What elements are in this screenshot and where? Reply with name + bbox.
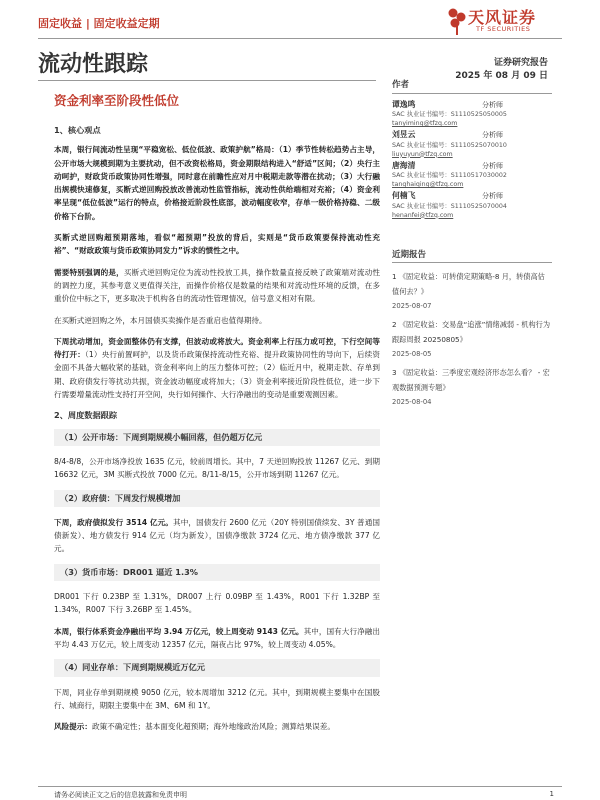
report-category: 固定收益 | 固定收益定期: [38, 17, 160, 30]
recent-report-link[interactable]: 2 《固定收益：交易盘“追涨”情绪减弱 - 机构行为跟踪周报 20250805》: [392, 320, 551, 344]
logo-subtext: TF SECURITIES: [476, 25, 531, 33]
recent-reports-heading: 近期报告: [392, 250, 552, 264]
risk-warning: 风险提示：政策不确定性；基本面变化超预期；海外地缘政治风险；测算结果误差。: [54, 722, 335, 732]
paragraph-open-market: 8/4-8/8，公开市场净投放 1635 亿元，较前周增长。其中，7 天逆回购投放 11267 亿元、到期 16632 亿元，3M 买断式投放 7000 亿元。8/11-8/15，公开市场到期 11267 亿元。: [54, 456, 380, 480]
author-email-link[interactable]: liuyuyun@tfzq.com: [392, 150, 453, 158]
paragraph-money-market-2: 本周，银行体系资金净融出平均 3.94 万亿元，较上周变动 9143 亿元。其中，国有大行净融出平均 4.43 万亿元，较上周变动 12357 亿元，隔夜占比 97%，较上周变动 4.05%。: [54, 626, 381, 649]
recent-report-link[interactable]: 3 《固定收益：三季度宏观经济形态怎么看？ - 宏观数据预测专题》: [392, 368, 550, 392]
section-heading-core: 1、核心观点: [54, 125, 101, 135]
paragraph-core-2: 买断式逆回购超预期落地，看似“超预期”投放的背后，实则是“货币政策要保持流动性充裕”、“财政政策与货币政策协同发力”诉求的惯性之中。: [54, 233, 380, 256]
author-cert: SAC 执业证书编号：S1110525070004: [392, 202, 507, 210]
header-rule: [38, 38, 562, 39]
author-entry: [392, 100, 552, 129]
sidebar: [392, 80, 552, 413]
footer-rule: [38, 786, 562, 787]
report-type: 证券研究报告: [493, 58, 548, 68]
author-cert: SAC 执业证书编号：S1110525070010: [392, 141, 507, 149]
author-role: 分析师: [482, 100, 503, 109]
paragraph-core-1: 本周，银行间流动性呈现“平稳宽松、低位低波、政策护航”格局：（1）季节性转松趋势占主导，公开市场大规模到期为主要扰动，但不改资松格局，资金期限结构进入“舒适”区间；（2）央行主动呵护，财政货币政策协同性增强，同时意在前瞻性应对月中税期走款等潜在扰动；（3）大行融出规模快速修复，买断式逆回购投放改善流动性监管指标，流动性供给端相对充裕；（4）资金利率呈现“低位低波”运行的特点，价格接近阶段性底部，波动幅度收窄，存单一级价格持稳、二级价格下台阶。: [54, 145, 380, 221]
author-name: 谭逸鸣: [392, 99, 416, 109]
author-entry: [392, 191, 552, 220]
subhead-gov-bond: （2）政府债：下周发行规模增加: [54, 490, 380, 507]
page-title: 流动性跟踪: [38, 52, 149, 77]
subhead-open-market: （1）公开市场：下周到期规模小幅回落，但仍超万亿元: [54, 429, 380, 446]
report-subtitle: 资金利率至阶段性低位: [54, 93, 180, 108]
recent-report-item: [392, 317, 552, 361]
logo-text: 天风证券: [468, 8, 537, 27]
author-list: [392, 100, 552, 220]
recent-list: [392, 269, 552, 409]
author-entry: [392, 161, 552, 190]
author-role: 分析师: [482, 161, 503, 170]
main-content: [54, 124, 380, 741]
paragraph-gov-bond: 下周，政府债拟发行 3514 亿元。其中，国债发行 2600 亿元（20Y 特别国债续发、3Y 普通国债新发）、地方债发行 914 亿元（均为新发），国债净缴款 3724 亿元、地方债净缴款 377 亿元。: [54, 517, 381, 554]
recent-report-date: 2025-08-07: [392, 302, 432, 310]
paragraph-money-market-1: DR001 下行 0.23BP 至 1.31%，DR007 上行 0.09BP 至 1.43%，R001 下行 1.32BP 至 1.34%，R007 下行 3.26BP 至 1.45%。: [54, 592, 380, 615]
paragraph-core-5: 下周扰动增加，资金面整体仍有支撑，但波动或将放大。资金利率上行压力或可控，下行空间等待打开：（1）央行前置呵护，以及货币政策保持流动性充裕、提升政策协同性的导向下，后续资金面不具备大幅收紧的基础，资金利率向上的压力整体可控；（2）临近月中，税期走款、存单到期、政府债发行等扰动共振，资金波动幅度或将加大；（3）资金利率接近阶段性低位，进一步下行需要增量流动性支持打开空间，央行如何操作、大行净融出的变动是重要观测因素。: [54, 336, 380, 400]
paragraph-ncd: 下周，同业存单到期规模 9050 亿元，较本周增加 3212 亿元。其中，到期规模主要集中在国股行、城商行，期限主要集中在 3M、6M 和 1Y。: [54, 687, 380, 710]
author-role: 分析师: [482, 131, 503, 139]
recent-report-date: 2025-08-05: [392, 350, 432, 358]
page-number: 1: [549, 790, 554, 798]
author-entry: [392, 130, 552, 159]
recent-report-date: 2025-08-04: [392, 398, 432, 406]
author-email-link[interactable]: tanghaiqing@tfzq.com: [392, 181, 464, 188]
section-heading-data: 2、周度数据跟踪: [54, 410, 118, 421]
author-email-link[interactable]: henanfei@tfzq.com: [392, 211, 454, 219]
title-rule: [38, 80, 376, 81]
author-name: 刘昱云: [392, 130, 416, 139]
recent-report-item: [392, 269, 552, 313]
company-logo: [446, 3, 566, 39]
author-email-link[interactable]: tanyiming@tfzq.com: [392, 120, 458, 127]
paragraph-core-4: 在买断式逆回购之外，本月国债买卖操作是否重启也值得期待。: [54, 315, 267, 325]
author-name: 唐海清: [392, 160, 416, 170]
author-role: 分析师: [482, 192, 503, 200]
author-cert: SAC 执业证书编号：S1110517030002: [392, 172, 507, 179]
subhead-money-market: （3）货币市场：DR001 逼近 1.3%: [54, 564, 380, 581]
recent-report-link[interactable]: 1 《固定收益：可转债定期策略-8 月，转债高估值何去？》: [392, 272, 545, 296]
authors-heading: 作者: [392, 80, 552, 94]
author-cert: SAC 执业证书编号：S1110525050005: [392, 111, 507, 118]
recent-reports: [392, 250, 552, 410]
report-date: 2025 年 08 月 09 日: [455, 71, 548, 81]
subhead-ncd: （4）同业存单：下周到期规模近万亿元: [54, 659, 380, 676]
recent-report-item: [392, 365, 552, 409]
logo-icon: [446, 6, 468, 36]
author-name: 何楠飞: [392, 191, 416, 200]
paragraph-core-3: 需要特别强调的是，买断式逆回购定位为流动性投放工具，操作数量直接反映了政策端对流动性的调控力度，其参考意义更值得关注，而操作价格仅是数量的结果和对流动性环境的反馈，在多重价位中标之下，更多取决于机构各自的流动性管理情况，信号意义相对有限。: [54, 267, 381, 304]
footer-disclaimer: 请务必阅读正文之后的信息披露和免责申明: [54, 791, 187, 799]
